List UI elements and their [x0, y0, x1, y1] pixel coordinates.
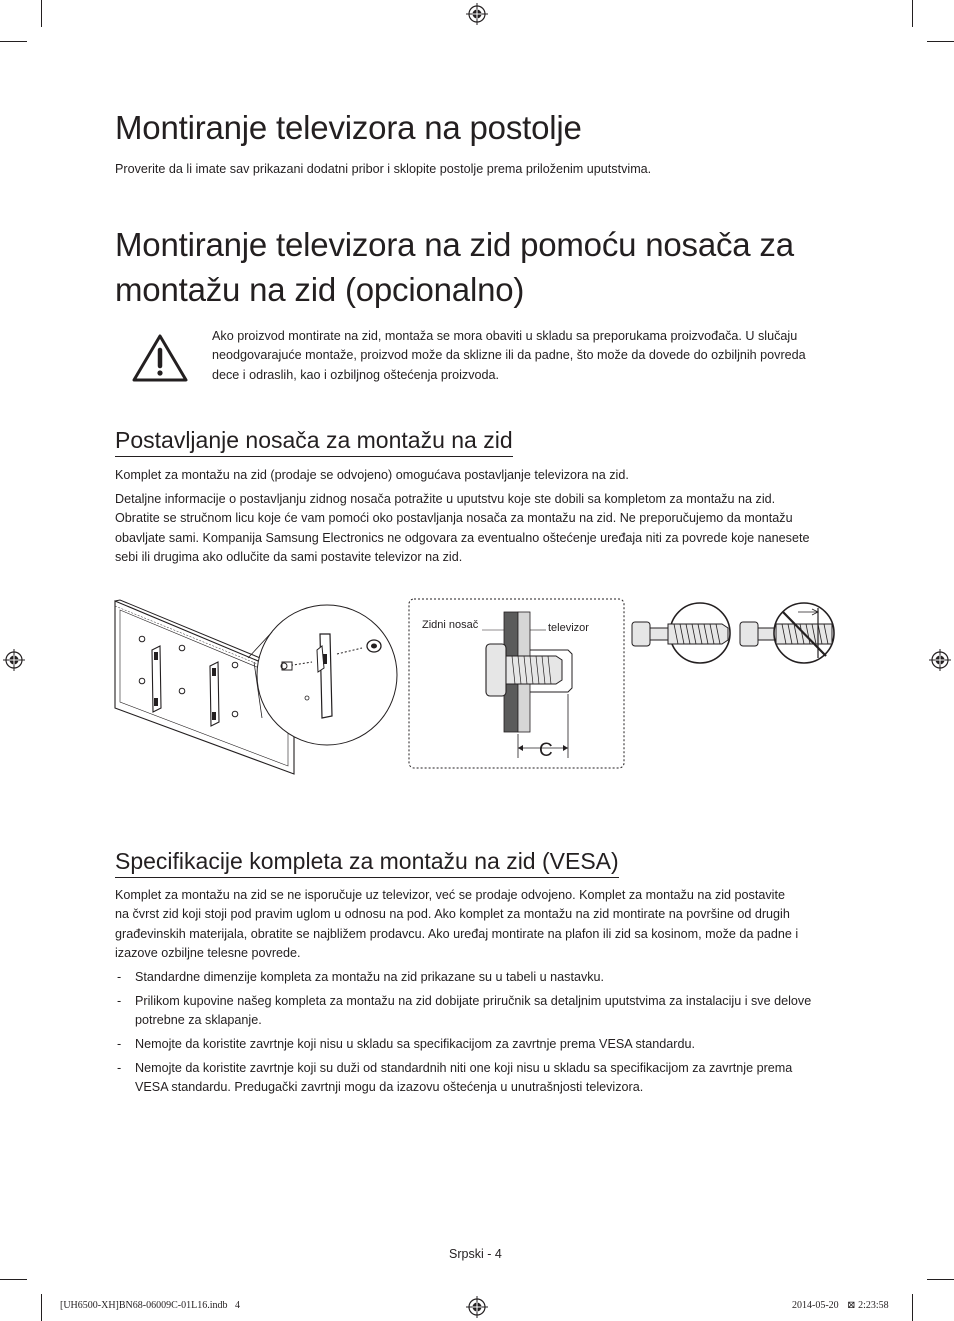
print-date: 2014-05-20 [792, 1300, 839, 1311]
crop-mark [41, 1294, 42, 1321]
text-line: obavljate sami. Kompanija Samsung Electronics ne odgovara za eventualno oštećenje uređaja niti za povrede koje nanesete [115, 530, 810, 545]
section-heading-wrap [115, 848, 619, 878]
list-item [115, 1059, 855, 1098]
tv-back-bracket-illustration [112, 598, 410, 776]
text-line: izazove ozbiljne telesne povrede. [115, 945, 301, 960]
label-wall-bracket: Zidni nosač [422, 619, 479, 631]
section-title-wall-mount [115, 224, 794, 311]
crop-mark [0, 41, 27, 42]
text-line: građevinskih materijala, obratite se najbližem prodavcu. Ako uređaj montirate na plafon ili zid sa kosinom, može da padne i [115, 926, 799, 941]
screw-incorrect-icon [738, 600, 838, 668]
text-line: VESA standardu. Predugački zavrtnji mogu da izazovu oštećenja u unutrašnjosti televizora. [135, 1080, 644, 1095]
section-title-bracket-install: Postavljanje nosača za montažu na zid [115, 427, 513, 457]
warning-text [212, 327, 806, 385]
text-line: sebi ili drugima ako odlučite da sami postavite televizor na zid. [115, 549, 463, 564]
bullet-dash: - [117, 970, 122, 984]
text-line: Komplet za montažu na zid se ne isporučuje uz televizor, već se prodaje odvojeno. Komplet za montažu na zid postavite [115, 888, 785, 902]
label-dimension-c: C [539, 740, 553, 761]
crop-mark [0, 1279, 27, 1280]
section-title-line: montažu na zid (opcionalno) [115, 271, 525, 309]
text-line: dece i odraslih, kao i ozbiljnog oštećenja proizvoda. [212, 367, 500, 382]
text-line: Nemojte da koristite zavrtnje koji nisu u skladu sa specifikacijom za zavrtnje prema VESA standardu. [135, 1037, 695, 1052]
registration-mark-icon [3, 649, 25, 671]
list-item [115, 992, 855, 1031]
text-line: Prilikom kupovine našeg kompleta za montažu na zid dobijate priručnik sa detaljnim uputstvima za instalaciju i sve delove [135, 993, 812, 1008]
page-number: Srpski - 4 [449, 1247, 502, 1261]
stand-instructions: Proverite da li imate sav prikazani dodatni pribor i sklopite postolje prema priloženim uputstvima. [115, 162, 652, 176]
crop-mark [927, 41, 954, 42]
list-item [115, 1035, 855, 1054]
text-line: neodgovarajuće montaže, proizvod može da sklizne ili da padne, što može da dovede do ozbiljnih povreda [212, 348, 806, 363]
bracket-para-1: Komplet za montažu na zid (prodaje se odvojeno) omogućava postavljanje televizora na zid. [115, 468, 629, 482]
crop-mark [912, 1294, 913, 1321]
label-tv: televizor [548, 622, 589, 634]
text-line: Standardne dimenzije kompleta za montažu na zid prikazane su u tabeli u nastavku. [135, 970, 605, 984]
registration-mark-icon [929, 649, 951, 671]
screw-correct-icon [630, 600, 742, 668]
vesa-notes-list [115, 968, 855, 1102]
registration-mark-icon [466, 1296, 488, 1318]
print-timestamp [792, 1300, 889, 1311]
print-time-glyph: ⊠ [847, 1300, 856, 1311]
section-title-stand: Montiranje televizora na postolje [115, 109, 582, 146]
section-heading-wrap [115, 427, 513, 457]
text-line: Obratite se stručnom licu koje će vam pomoći oko postavljanja nosača za montažu na zid. Ne preporučujemo da montažu [115, 511, 793, 526]
bracket-para-2 [115, 490, 810, 567]
crop-mark [912, 0, 913, 27]
text-line: na čvrst zid koji stoji pod pravim uglom u odnosu na pod. Ako komplet za montažu na zid montirate na površine od drugih [115, 907, 790, 922]
bullet-dash: - [117, 1060, 122, 1075]
bullet-dash: - [117, 1037, 122, 1052]
text-line: Detaljne informacije o postavljanju zidnog nosača potražite u uputstvu koje ste dobili sa kompletom za montažu na zid. [115, 492, 776, 506]
warning-triangle-icon [131, 333, 189, 383]
section-title-vesa: Specifikacije kompleta za montažu na zid (VESA) [115, 848, 619, 878]
vesa-para [115, 886, 798, 963]
print-file-name: [UH6500-XH]BN68-06009C-01L16.indb 4 [60, 1300, 240, 1311]
crop-mark [41, 0, 42, 27]
crop-mark [927, 1279, 954, 1280]
section-title-line: Montiranje televizora na zid pomoću nosača za [115, 226, 794, 263]
text-line: Ako proizvod montirate na zid, montaža se mora obaviti u skladu sa preporukama proizvođača. U slučaju [212, 329, 798, 343]
registration-mark-icon [466, 3, 488, 25]
bullet-dash: - [117, 993, 122, 1008]
list-item [115, 968, 855, 987]
print-time: 2:23:58 [858, 1300, 889, 1311]
text-line: Nemojte da koristite zavrtnje koji su duži od standardnih niti one koji nisu u skladu sa specifikacijom za zavrtnje prema [135, 1060, 793, 1075]
text-line: potrebne za sklapanje. [135, 1013, 262, 1028]
